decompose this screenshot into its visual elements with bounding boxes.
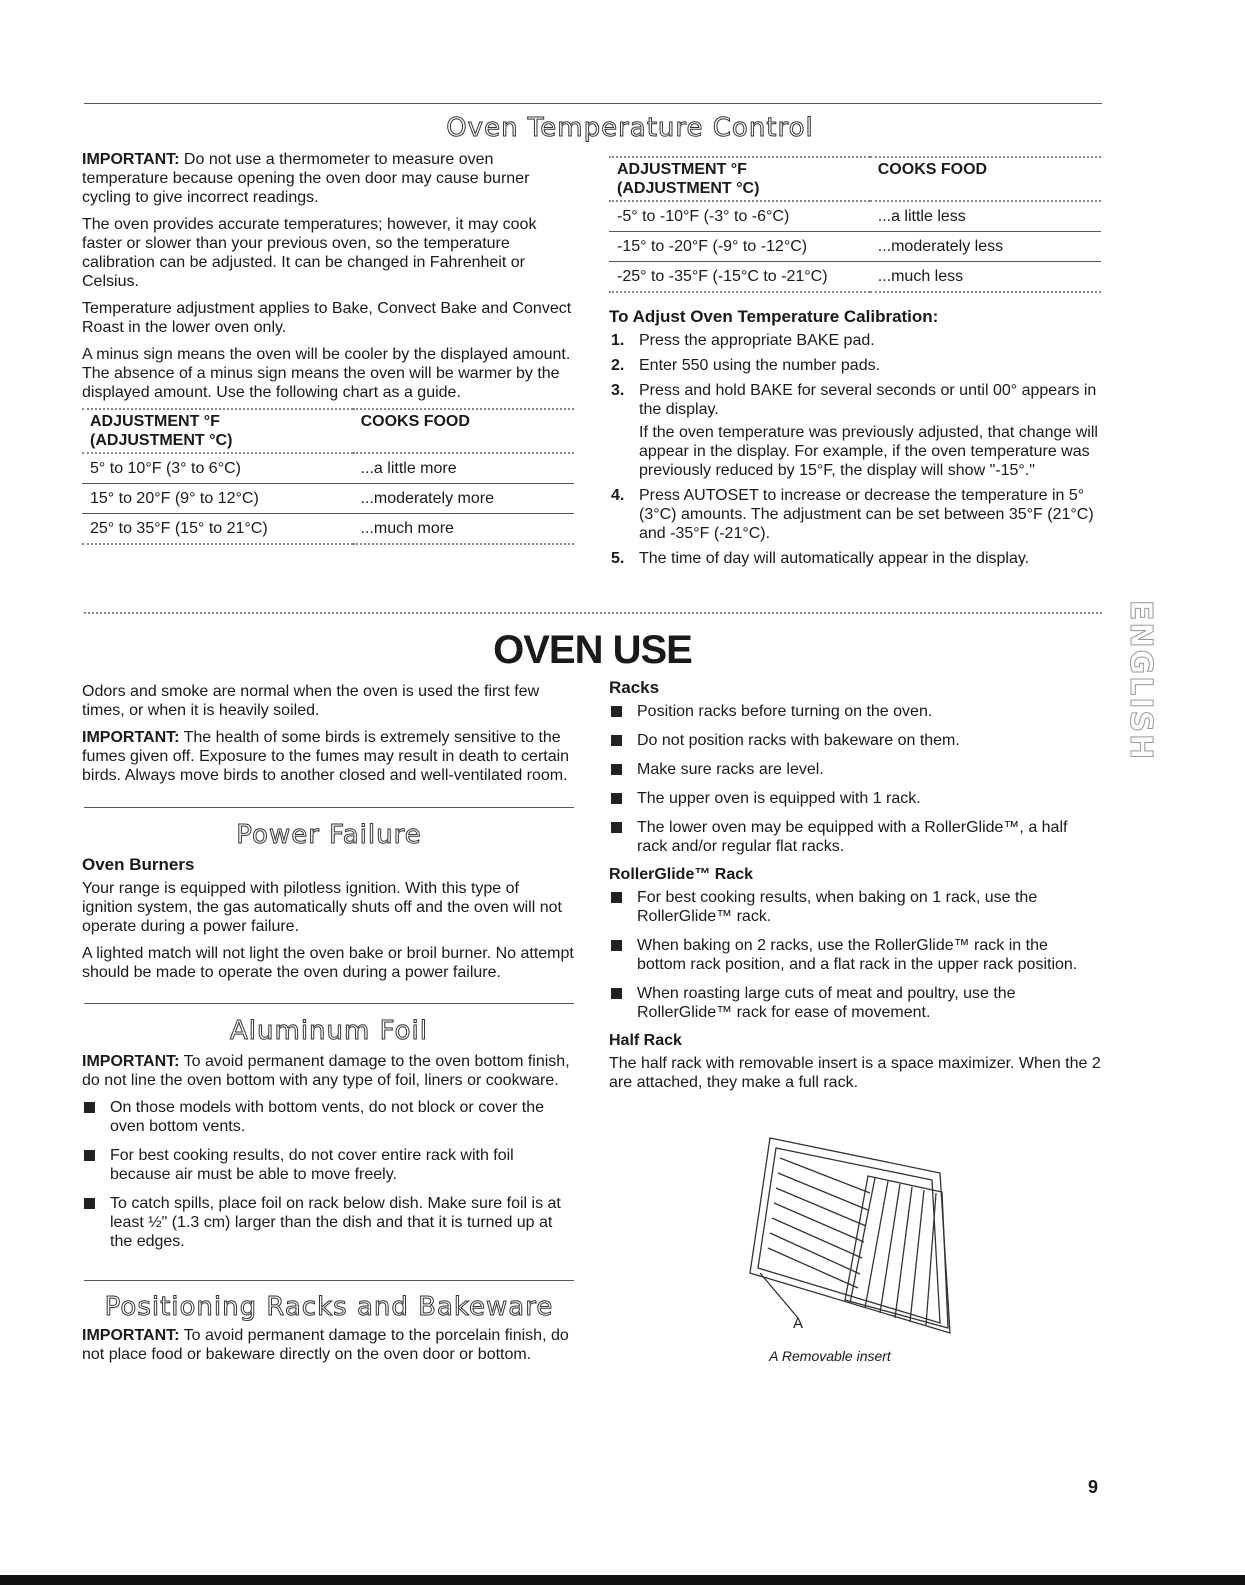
cooks-food-cell: ...moderately less xyxy=(870,232,1101,262)
cooks-food-cell: ...a little less xyxy=(870,201,1101,232)
rollerglide-bullets xyxy=(609,888,1101,1022)
cooler-adjustment-table xyxy=(609,156,1101,293)
step-note: If the oven temperature was previously adjusted, that change will appear in the display. For example, if the oven temperature was previously reduced by 15°F, the display will show "-15°." xyxy=(639,424,1098,479)
top-rule xyxy=(84,103,1102,104)
list-item: 1. Press the appropriate BAKE pad. xyxy=(611,332,875,349)
bullet-icon xyxy=(611,735,622,746)
adjustment-column-header: ADJUSTMENT °F (ADJUSTMENT °C) xyxy=(617,161,760,197)
minus-sign-paragraph: A minus sign means the oven will be cooler by the displayed amount. The absence of a minus sign means the oven will be warmer by the displayed amount. Use the following chart as a guide. xyxy=(82,346,571,401)
cooks-food-cell: ...a little more xyxy=(353,453,574,484)
section-heading-power-failure: Power Failure xyxy=(236,820,422,850)
half-rack-paragraph: The half rack with removable insert is a space maximizer. When the 2 are attached, they make a full rack. xyxy=(609,1055,1101,1091)
list-item: 3. Press and hold BAKE for several seconds or until 00° appears in the display. If the oven temperature was previously adjusted, that change will appear in the display. For example, if the oven temperature was previously reduced by 15°F, the display will show "-15°." xyxy=(609,381,1101,480)
aluminum-foil-section xyxy=(82,1052,574,1261)
bullet-icon xyxy=(611,793,622,804)
list-item: To catch spills, place foil on rack below dish. Make sure foil is at least ½" (1.3 cm) larger than the dish and that it is turned up at the edges. xyxy=(82,1194,574,1251)
important-label: IMPORTANT: xyxy=(82,1327,180,1344)
list-item: Make sure racks are level. xyxy=(609,760,1101,779)
section-heading-positioning-racks: Positioning Racks and Bakeware xyxy=(104,1292,554,1322)
important-label: IMPORTANT: xyxy=(82,151,180,168)
adjustment-cell: -15° to -20°F (-9° to -12°C) xyxy=(609,232,870,262)
section-divider xyxy=(84,1280,574,1281)
page-title: OVEN USE xyxy=(493,628,692,672)
porcelain-important-note xyxy=(82,1326,574,1364)
list-item: The upper oven is equipped with 1 rack. xyxy=(609,789,1101,808)
table-row xyxy=(82,514,574,545)
bullet-icon xyxy=(611,892,622,903)
temp-control-left-column xyxy=(82,150,574,545)
power-failure-section xyxy=(82,855,574,990)
oven-burners-heading: Oven Burners xyxy=(82,855,195,874)
list-item: On those models with bottom vents, do not block or cover the oven bottom vents. xyxy=(82,1098,574,1136)
racks-bullets xyxy=(609,702,1101,856)
list-item: 5. The time of day will automatically appear in the display. xyxy=(611,550,1030,567)
bottom-edge xyxy=(0,1575,1245,1585)
rollerglide-heading: RollerGlide™ Rack xyxy=(609,866,754,883)
bullet-icon xyxy=(611,988,622,999)
calibration-paragraph: The oven provides accurate temperatures; however, it may cook faster or slower than your previous oven, so the temperature calibration can be adjusted. It can be changed in Fahrenheit or Celsius. xyxy=(82,216,537,290)
language-side-tab: ENGLISH xyxy=(1123,600,1158,762)
adjustment-cell: 15° to 20°F (9° to 12°C) xyxy=(82,484,353,514)
adjustment-applies-paragraph: Temperature adjustment applies to Bake, Convect Bake and Convect Roast in the lower oven only. xyxy=(82,300,572,336)
foil-bullets xyxy=(82,1098,574,1251)
lighted-match-paragraph: A lighted match will not light the oven bake or broil burner. No attempt should be made to operate the oven during a power failure. xyxy=(82,945,574,981)
list-item: Do not position racks with bakeware on them. xyxy=(609,731,1101,750)
list-item: When roasting large cuts of meat and poultry, use the RollerGlide™ rack for ease of movement. xyxy=(609,984,1101,1022)
important-label: IMPORTANT: xyxy=(82,729,180,746)
cooks-food-cell: ...moderately more xyxy=(353,484,574,514)
calibration-steps xyxy=(609,331,1101,568)
half-rack-illustration xyxy=(740,1118,980,1338)
cooks-food-cell: ...much less xyxy=(870,262,1101,293)
bullet-icon xyxy=(611,822,622,833)
list-item: 4. Press AUTOSET to increase or decrease the temperature in 5° (3°C) amounts. The adjustment can be set between 35°F (21°C) and -35°F (-21°C). xyxy=(611,487,1094,542)
table-row xyxy=(82,453,574,484)
important-text: To avoid permanent damage to the oven bottom finish, do not line the oven bottom with any type of foil, liners or cookware. xyxy=(82,1053,570,1089)
foil-important-note xyxy=(82,1052,574,1090)
list-item: The lower oven may be equipped with a RollerGlide™, a half rack and/or regular flat racks. xyxy=(609,818,1101,856)
table-row xyxy=(609,232,1101,262)
adjustment-cell: -5° to -10°F (-3° to -6°C) xyxy=(609,201,870,232)
bullet-icon xyxy=(611,764,622,775)
table-row xyxy=(82,484,574,514)
racks-heading: Racks xyxy=(609,678,660,697)
figure-label-a: A xyxy=(793,1315,804,1332)
list-item: When baking on 2 racks, use the RollerGlide™ rack in the bottom rack position, and a flat rack in the upper rack position. xyxy=(609,936,1101,974)
pilotless-ignition-paragraph: Your range is equipped with pilotless ignition. With this type of ignition system, the gas automatically shuts off and the oven will not operate during a power failure. xyxy=(82,880,562,935)
important-note xyxy=(82,150,574,207)
section-divider xyxy=(84,612,1102,614)
table-row xyxy=(609,262,1101,293)
half-rack-heading: Half Rack xyxy=(609,1032,682,1049)
adjustment-cell: 25° to 35°F (15° to 21°C) xyxy=(82,514,353,545)
bullet-icon xyxy=(84,1198,95,1209)
birds-important-note xyxy=(82,728,574,785)
table-row xyxy=(609,201,1101,232)
oven-use-left-column xyxy=(82,682,574,793)
cooks-food-column-header: COOKS FOOD xyxy=(360,413,470,430)
important-label: IMPORTANT: xyxy=(82,1053,180,1070)
figure-caption: A Removable insert xyxy=(769,1348,891,1364)
odors-paragraph: Odors and smoke are normal when the oven is used the first few times, or when it is heavily soiled. xyxy=(82,683,540,719)
adjustment-column-header: ADJUSTMENT °F (ADJUSTMENT °C) xyxy=(90,413,233,449)
page-number: 9 xyxy=(1088,1477,1099,1497)
warmer-adjustment-table xyxy=(82,408,574,545)
section-divider xyxy=(84,1003,574,1004)
bullet-icon xyxy=(84,1150,95,1161)
list-item: For best cooking results, when baking on 1 rack, use the RollerGlide™ rack. xyxy=(609,888,1101,926)
list-item: 2. Enter 550 using the number pads. xyxy=(611,357,881,374)
adjustment-cell: -25° to -35°F (-15°C to -21°C) xyxy=(609,262,870,293)
adjust-calibration-heading: To Adjust Oven Temperature Calibration: xyxy=(609,307,939,326)
bullet-icon xyxy=(84,1102,95,1113)
section-heading-oven-temperature-control: Oven Temperature Control xyxy=(446,113,814,143)
important-text: The health of some birds is extremely sensitive to the fumes given off. Exposure to the fumes may result in death to certain birds. Always move birds to another closed and well-ventilated room. xyxy=(82,729,570,784)
list-item: Position racks before turning on the oven. xyxy=(609,702,1101,721)
cooks-food-column-header: COOKS FOOD xyxy=(877,161,988,178)
positioning-section xyxy=(82,1326,574,1372)
bullet-icon xyxy=(611,940,622,951)
important-text: Do not use a thermometer to measure oven temperature because opening the oven door may cause burner cycling to give incorrect readings. xyxy=(82,151,530,206)
racks-section xyxy=(609,678,1101,1100)
section-heading-aluminum-foil: Aluminum Foil xyxy=(230,1016,428,1046)
section-divider xyxy=(84,807,574,808)
temp-control-right-column xyxy=(609,156,1101,574)
bullet-icon xyxy=(611,706,622,717)
list-item: For best cooking results, do not cover entire rack with foil because air must be able to move freely. xyxy=(82,1146,574,1184)
cooks-food-cell: ...much more xyxy=(353,514,574,545)
adjustment-cell: 5° to 10°F (3° to 6°C) xyxy=(82,453,353,484)
important-text: To avoid permanent damage to the porcelain finish, do not place food or bakeware directly on the oven door or bottom. xyxy=(82,1327,569,1363)
